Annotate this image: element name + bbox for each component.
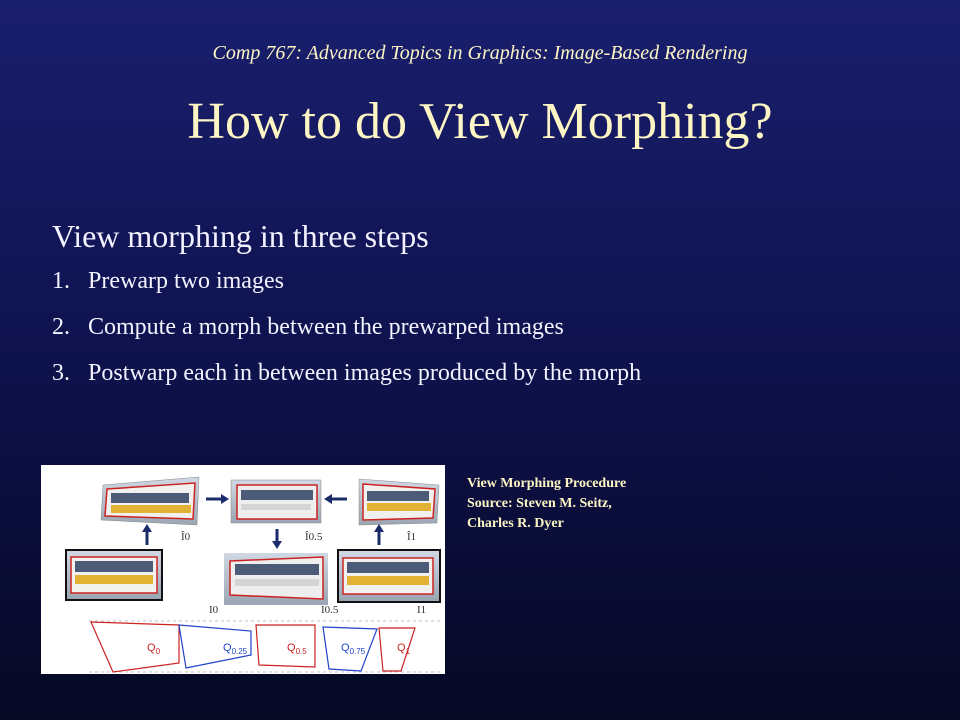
step-number: 1. xyxy=(52,268,70,294)
image-label: I0 xyxy=(209,604,219,616)
quad-label: $Q_{0.5}$ xyxy=(287,642,307,656)
arrow-down-icon xyxy=(272,529,282,549)
step-item xyxy=(52,268,641,314)
step-text: Prewarp two images xyxy=(88,268,284,294)
arrow-up-icon xyxy=(142,524,152,545)
prewarped-label: Î0.5 xyxy=(305,531,323,543)
figure-svg xyxy=(41,465,445,674)
step-text: Postwarp each in between images produced by the morph xyxy=(88,360,642,386)
arrow-up-icon xyxy=(374,524,384,545)
step-item xyxy=(52,360,641,406)
step-number: 2. xyxy=(52,314,70,340)
step-text: Compute a morph between the prewarped images xyxy=(88,314,564,340)
slide-subtitle: View morphing in three steps xyxy=(52,218,429,254)
view-morphing-figure xyxy=(41,465,445,674)
caption-title: View Morphing Procedure xyxy=(467,476,627,491)
image-i05 xyxy=(224,553,328,605)
arrow-left-icon xyxy=(324,494,347,504)
quad-label: $Q_0$ xyxy=(147,642,161,656)
prewarped-label: Î0 xyxy=(181,531,191,543)
steps-list xyxy=(52,268,641,406)
image-i1 xyxy=(337,549,441,603)
quad-q05 xyxy=(256,625,315,667)
step-number: 3. xyxy=(52,360,70,386)
image-i0 xyxy=(65,549,163,601)
quad-label: $Q_1$ xyxy=(397,642,411,656)
quad-label: $Q_{0.25}$ xyxy=(223,642,248,656)
prewarped-image-05 xyxy=(231,480,321,523)
course-header: Comp 767: Advanced Topics in Graphics: Image-Based Rendering xyxy=(212,42,748,64)
prewarped-image-1 xyxy=(359,479,439,525)
prewarped-image-0 xyxy=(101,477,199,525)
quad-q0 xyxy=(91,622,179,672)
caption-source: Source: Steven M. Seitz, xyxy=(467,496,612,511)
image-label: I0.5 xyxy=(321,604,339,616)
image-label: I1 xyxy=(417,604,427,616)
prewarped-label: Î1 xyxy=(407,531,417,543)
slide-title: How to do View Morphing? xyxy=(187,93,773,150)
quad-label: $Q_{0.75}$ xyxy=(341,642,366,656)
step-item xyxy=(52,314,641,360)
figure-caption xyxy=(467,474,626,534)
arrow-right-icon xyxy=(206,494,229,504)
caption-authors: Charles R. Dyer xyxy=(467,516,564,531)
